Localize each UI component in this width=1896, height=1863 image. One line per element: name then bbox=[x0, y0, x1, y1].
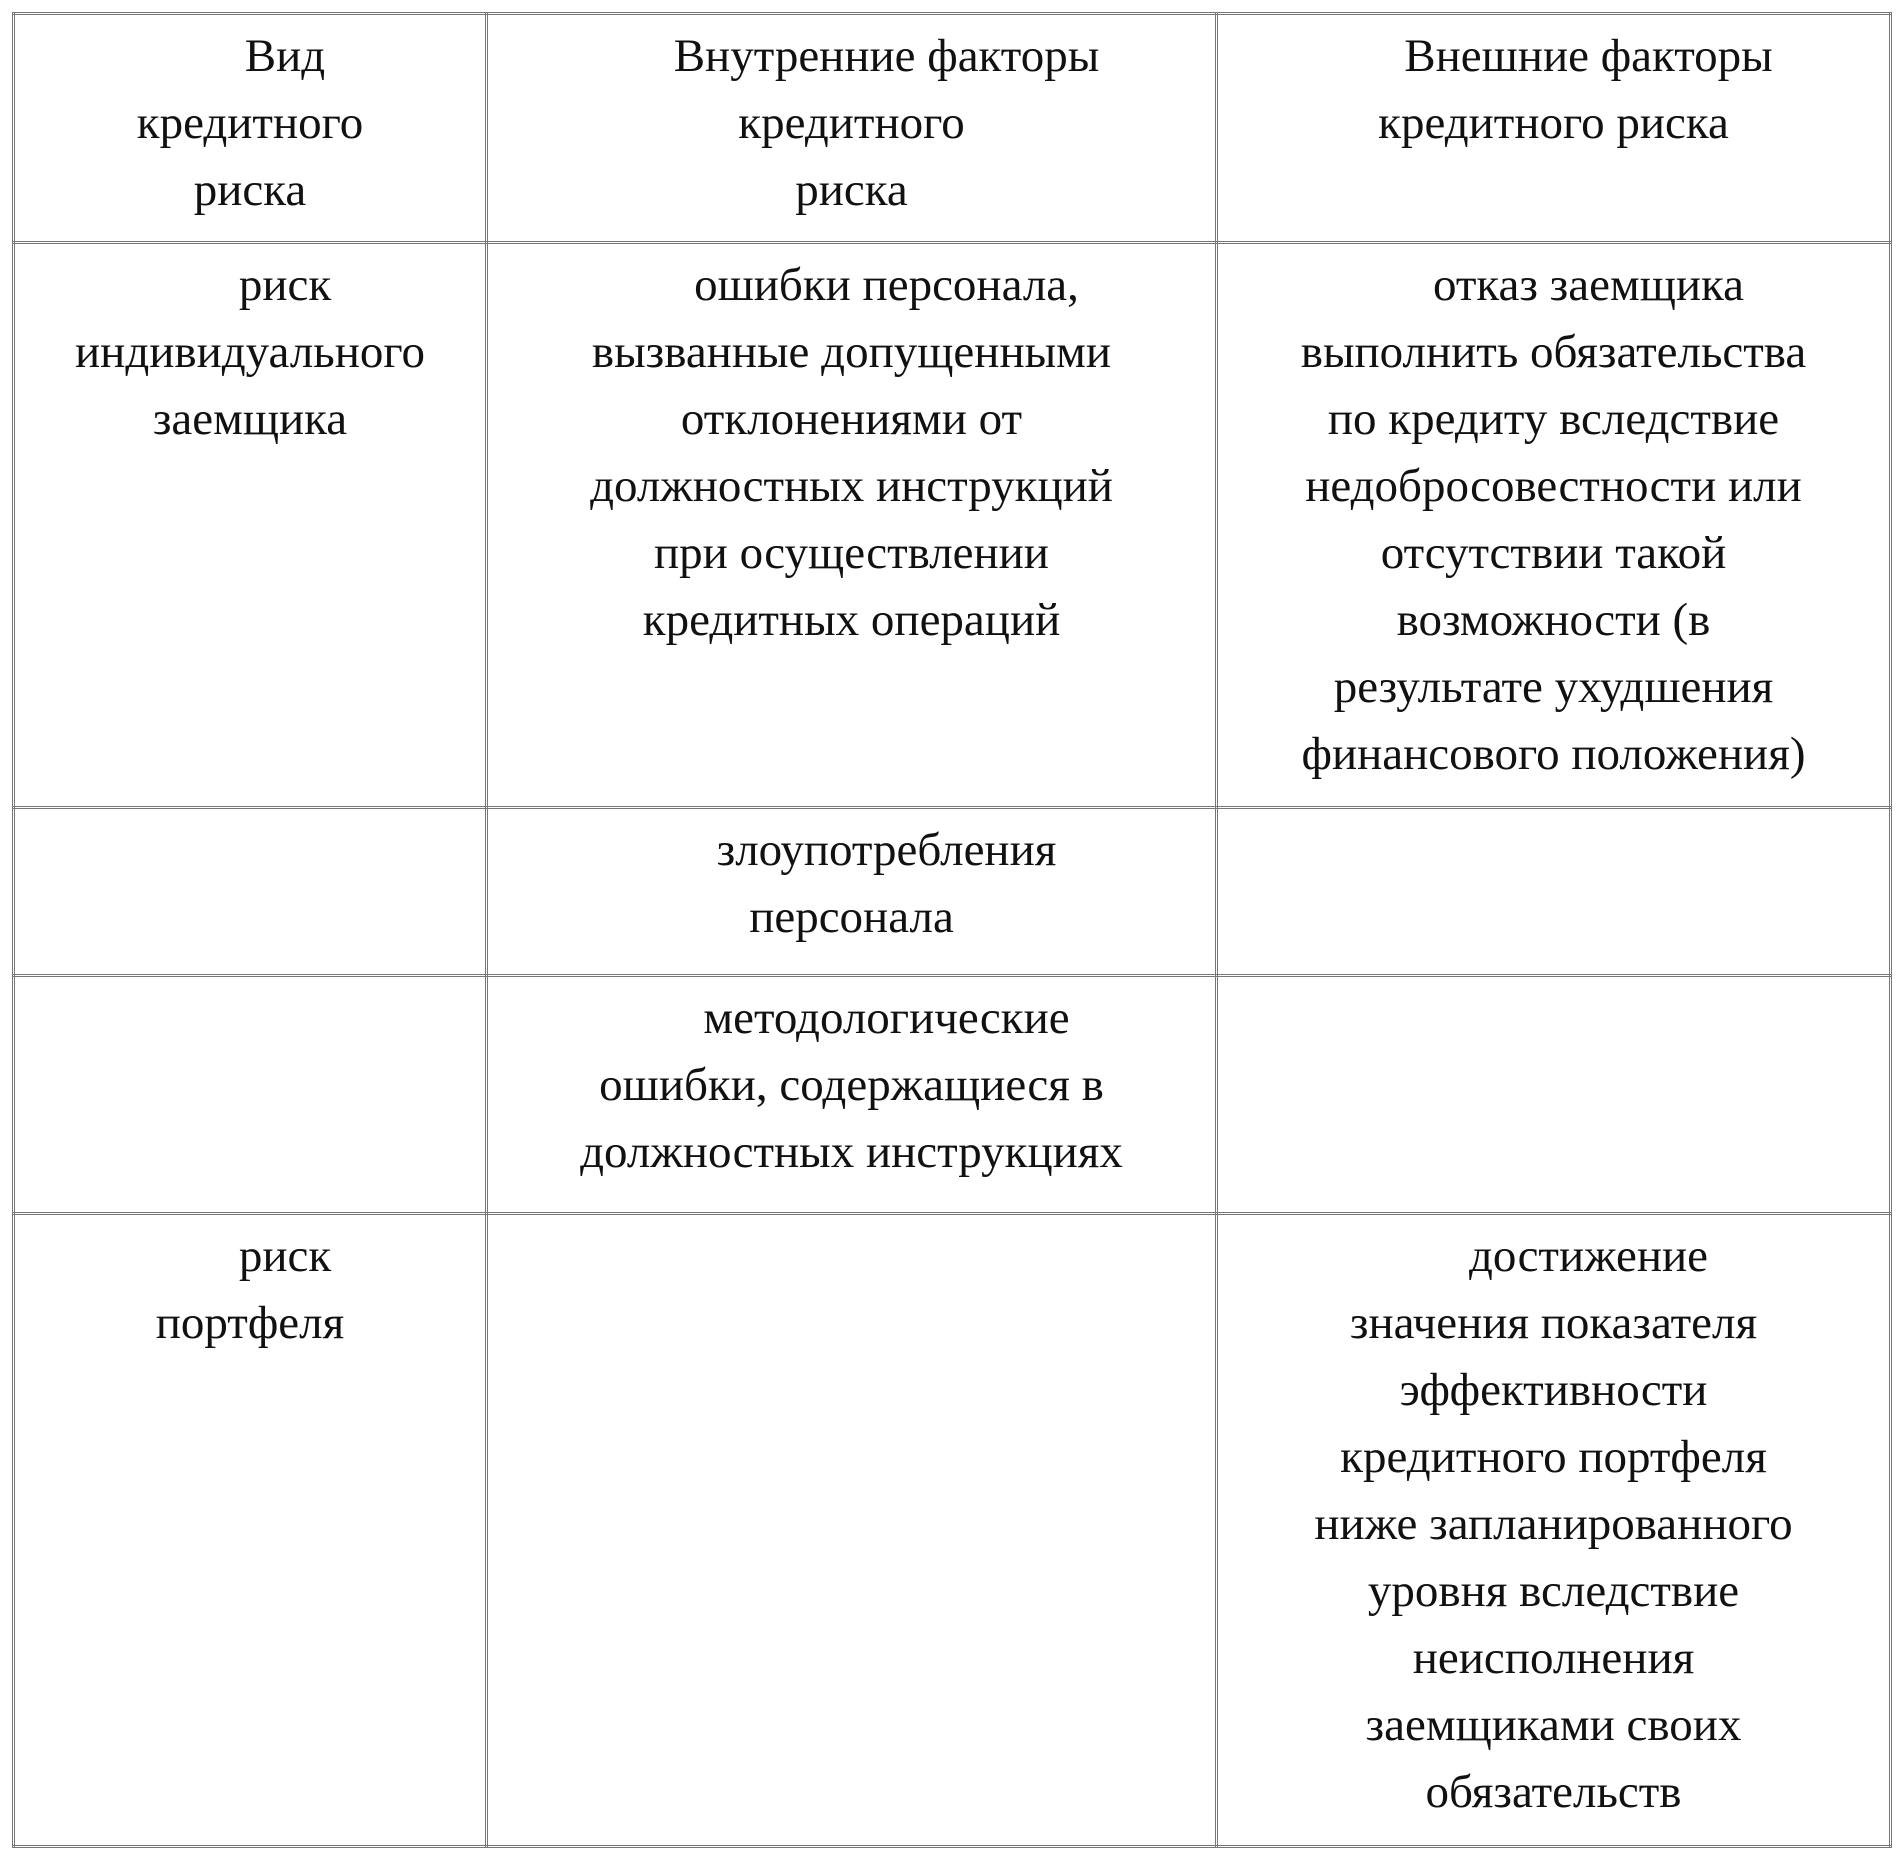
table-row bbox=[14, 243, 1891, 808]
table-row bbox=[14, 1214, 1891, 1847]
cell-internal: методологические ошибки, содержащиеся в должностных инструкциях bbox=[487, 976, 1217, 1214]
cell-internal bbox=[487, 1214, 1217, 1847]
header-risk-type: Вид кредитного риска bbox=[14, 14, 487, 243]
header-internal-factors: Внутренние факторы кредитного риска bbox=[487, 14, 1217, 243]
cell-risk-type: риск портфеля bbox=[14, 1214, 487, 1847]
cell-external bbox=[1217, 808, 1891, 976]
cell-internal: ошибки персонала, вызванные допущенными отклонениями от должностных инструкций при осуществлении кредитных операций bbox=[487, 243, 1217, 808]
credit-risk-factors-table bbox=[12, 12, 1892, 1848]
cell-risk-type: риск индивидуального заемщика bbox=[14, 243, 487, 808]
header-external-factors: Внешние факторы кредитного риска bbox=[1217, 14, 1891, 243]
cell-risk-type bbox=[14, 808, 487, 976]
cell-external bbox=[1217, 976, 1891, 1214]
header-row bbox=[14, 14, 1891, 243]
cell-internal: злоупотребления персонала bbox=[487, 808, 1217, 976]
table-row bbox=[14, 808, 1891, 976]
cell-external: отказ заемщика выполнить обязательства по кредиту вследствие недобросовестности или отсутствии такой возможности (в результате ухудшения финансового положения) bbox=[1217, 243, 1891, 808]
cell-risk-type bbox=[14, 976, 487, 1214]
table-row bbox=[14, 976, 1891, 1214]
cell-external: достижение значения показателя эффективности кредитного портфеля ниже запланированного уровня вследствие неисполнения заемщиками своих обязательств bbox=[1217, 1214, 1891, 1847]
